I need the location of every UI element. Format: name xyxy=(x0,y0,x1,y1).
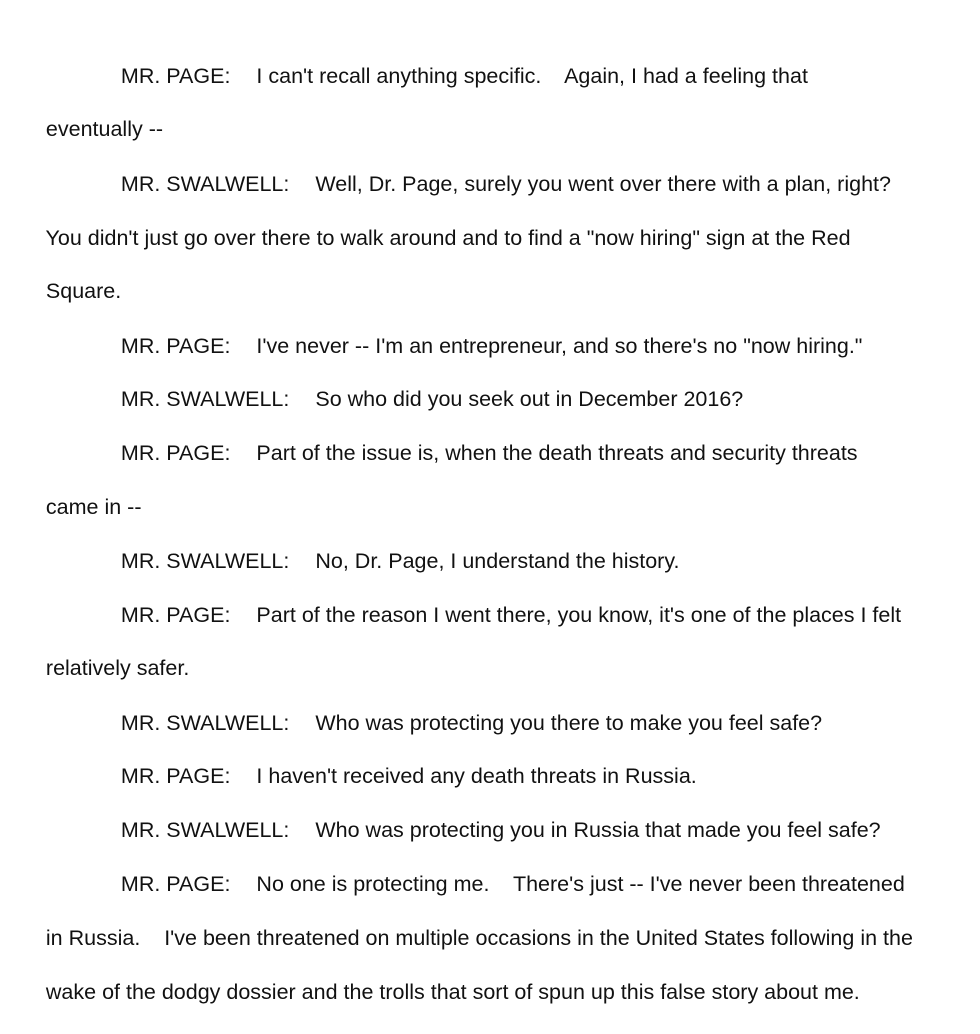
line-text: relatively safer. xyxy=(45,656,190,680)
line-text: Square. xyxy=(45,279,122,303)
speaker-label: MR. PAGE: xyxy=(120,334,231,358)
transcript-line-4 xyxy=(22,196,851,280)
line-text: I can't recall anything specific. Again, I had a feeling that xyxy=(256,64,808,88)
line-text: I've never -- I'm an entrepreneur, and so there's no "now hiring." xyxy=(256,334,863,358)
speaker-label: MR. PAGE: xyxy=(120,441,231,465)
speaker-label: MR. SWALWELL: xyxy=(120,549,290,573)
line-text: So who did you seek out in December 2016? xyxy=(315,387,744,411)
line-text: wake of the dodgy dossier and the trolls that sort of spun up this false story about me. xyxy=(45,980,860,1004)
line-text: Who was protecting you in Russia that made you feel safe? xyxy=(315,818,881,842)
line-text: You didn't just go over there to walk around and to find a "now hiring" sign at the Red xyxy=(45,226,851,250)
speaker-label: MR. SWALWELL: xyxy=(120,387,290,411)
line-text: Part of the reason I went there, you know, it's one of the places I felt xyxy=(256,603,902,627)
transcript-line-1 xyxy=(97,34,808,118)
speaker-label: MR. PAGE: xyxy=(120,764,231,788)
speaker-label: MR. PAGE: xyxy=(120,64,231,88)
line-text: came in -- xyxy=(45,495,142,519)
transcript-line-8 xyxy=(97,411,858,495)
line-text: I haven't received any death threats in Russia. xyxy=(256,764,697,788)
transcript-line-18 xyxy=(22,950,860,1034)
line-text: No, Dr. Page, I understand the history. xyxy=(315,549,680,573)
line-text: No one is protecting me. There's just -- I've never been threatened xyxy=(256,872,905,896)
line-text: Who was protecting you there to make you feel safe? xyxy=(315,711,823,735)
speaker-label: MR. SWALWELL: xyxy=(120,172,290,196)
transcript-line-11 xyxy=(97,573,901,657)
line-text: eventually -- xyxy=(45,117,164,141)
line-text: Part of the issue is, when the death threats and security threats xyxy=(256,441,858,465)
speaker-label: MR. SWALWELL: xyxy=(120,711,290,735)
line-text: Well, Dr. Page, surely you went over there with a plan, right? xyxy=(315,172,891,196)
speaker-label: MR. PAGE: xyxy=(120,603,231,627)
speaker-label: MR. SWALWELL: xyxy=(120,818,290,842)
line-text: in Russia. I've been threatened on multiple occasions in the United States following in the xyxy=(45,926,913,950)
speaker-label: MR. PAGE: xyxy=(120,872,231,896)
